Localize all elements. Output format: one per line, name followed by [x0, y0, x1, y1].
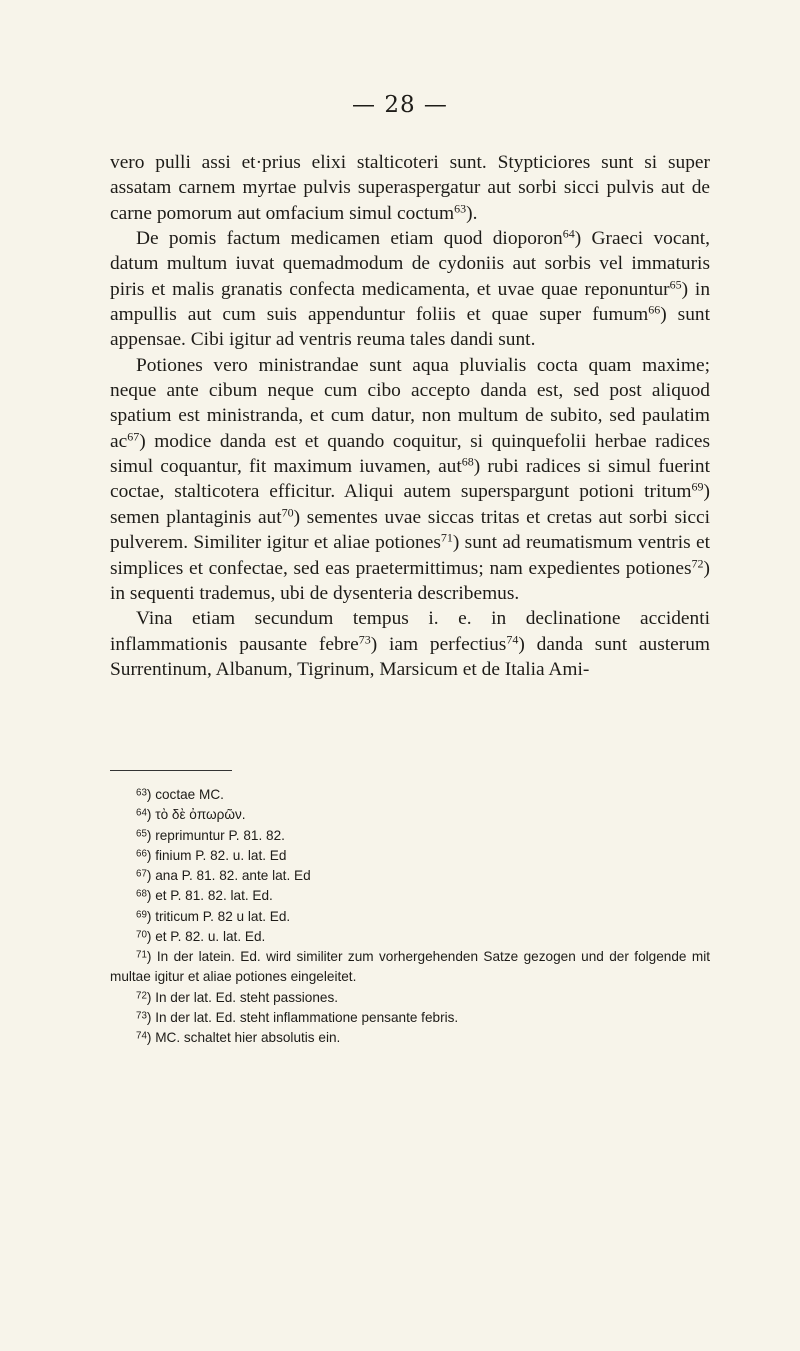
text-run: ) sunt ad reumatismum ventris et simplices et confectae, sed eas praetermittimus; nam expedientes potiones — [110, 532, 710, 579]
text-run: vero pulli assi et·prius elixi stalticoteri sunt. Stypticiores sunt si super assatam carnem myrtae pulvis superaspergatur aut sorbi sicci pulvis aut de carne pomorum aut omfacium simul coctum — [110, 152, 710, 224]
text-run: ) in sequenti trademus, ubi de dysenteria describemus. — [110, 557, 710, 604]
text-run: Vina etiam secundum tempus i. e. in declinatione accidenti inflammationis pausante febre — [110, 608, 710, 655]
text-run: ) sementes uvae siccas tritas et cretas aut sorbi sicci pulverem. Similiter igitur et aliae potiones — [110, 506, 711, 554]
footnote-number: 70 — [136, 929, 147, 941]
text-run: ) sunt appensae. Cibi igitur ad ventris reuma tales dandi sunt. — [110, 304, 710, 351]
footnote-text: ) triticum P. 82 u lat. Ed. — [146, 908, 291, 924]
footnote-separator — [110, 770, 232, 771]
body-text — [110, 150, 710, 682]
footnote — [110, 785, 710, 805]
text-run: De pomis factum medicamen etiam quod dioporon — [136, 228, 563, 250]
footnote-text: ) MC. schaltet hier absolutis ein. — [146, 1030, 341, 1045]
footnote-ref: 71 — [440, 530, 453, 545]
footnote — [110, 1028, 710, 1048]
text-run: ) danda sunt austerum Surrentinum, Albanum, Tigrinum, Marsicum et de Italia Ami- — [110, 633, 710, 680]
footnote-number: 73 — [136, 1010, 147, 1022]
footnote-ref: 73 — [358, 631, 371, 646]
footnote-text: ) ana P. 81. 82. ante lat. Ed — [146, 868, 311, 883]
text-run: Potiones vero ministrandae sunt aqua pluvialis cocta quam maxime; neque ante cibum neque cum cibo accepto danda est, sed post aliquod spatium est ministranda, et cum datur, non multum de subito, sed paulatim ac — [110, 354, 710, 452]
footnote-text: ) et P. 82. u. lat. Ed. — [146, 928, 266, 944]
footnote — [110, 866, 710, 886]
paragraph — [110, 353, 710, 606]
text-run: ) iam perfectius — [370, 633, 507, 655]
footnote-ref: 74 — [506, 631, 519, 646]
footnote-ref: 63 — [454, 201, 467, 216]
footnote-text: ) reprimuntur P. 81. 82. — [146, 827, 285, 843]
paragraph — [110, 606, 710, 682]
footnote-ref: 64 — [562, 226, 575, 241]
footnote — [110, 846, 710, 866]
footnote-ref: 65 — [669, 277, 682, 292]
footnote — [110, 1008, 710, 1028]
footnote-ref: 68 — [461, 454, 474, 469]
footnote-ref: 70 — [281, 505, 294, 520]
footnote-ref: 72 — [691, 555, 704, 570]
text-run: ) semen plantaginis aut — [110, 481, 710, 528]
footnote-text: ) coctae MC. — [146, 787, 224, 802]
footnote-text: ) finium P. 82. u. lat. Ed — [146, 847, 287, 863]
footnotes — [110, 785, 710, 1048]
footnote-ref: 66 — [648, 302, 661, 317]
footnote-number: 68 — [136, 888, 147, 900]
footnote-text: ) In der lat. Ed. steht inflammatione pensante febris. — [146, 1009, 459, 1025]
footnote — [110, 907, 710, 927]
footnote-number: 71 — [136, 949, 147, 961]
text-run: ). — [466, 202, 478, 224]
footnote — [110, 927, 710, 947]
footnote-number: 63 — [136, 787, 147, 799]
footnote — [110, 947, 710, 988]
footnote — [110, 988, 710, 1008]
footnote-text: ) et P. 81. 82. lat. Ed. — [146, 888, 273, 904]
footnote-number: 69 — [136, 909, 147, 921]
text-run: ) modice danda est et quando coquitur, si quinquefolii herbae radices simul coquantur, fit maximum iuvamen, aut — [110, 430, 710, 478]
footnote-ref: 69 — [691, 479, 704, 494]
footnote-ref: 67 — [127, 429, 140, 444]
footnote — [110, 826, 710, 846]
footnote-text: ) In der lat. Ed. steht passiones. — [146, 989, 339, 1005]
page-number: — 28 — — [352, 92, 448, 118]
footnote-number: 66 — [136, 848, 147, 860]
footnote-number: 67 — [136, 868, 147, 880]
footnote-number: 65 — [136, 828, 147, 840]
footnote-text: ) τὸ δὲ ὀπωρῶν. — [146, 807, 246, 823]
text-run: ) rubi radices si simul fuerint coctae, stalticotera efficitur. Aliqui autem superspargunt potioni tritum — [110, 456, 710, 503]
paragraph — [110, 226, 710, 353]
footnote-number: 72 — [136, 990, 147, 1002]
paragraph — [110, 150, 710, 226]
footnote — [110, 886, 710, 906]
footnote-number: 74 — [136, 1030, 147, 1042]
footnote — [110, 805, 710, 825]
footnote-number: 64 — [136, 807, 147, 819]
text-run: ) in ampullis aut cum suis appenduntur foliis et quae super fumum — [110, 278, 711, 326]
footnote-text: ) In der latein. Ed. wird similiter zum vorhergehenden Satze gezogen und der folgende mit multae igitur et aliae potiones eingeleitet. — [110, 949, 710, 985]
text-run: ) Graeci vocant, datum multum iuvat quemadmodum de cydoniis aut sorbis vel immaturis piris et malis granatis confecta medicamenta, et uvae quae reponuntur — [110, 228, 710, 300]
